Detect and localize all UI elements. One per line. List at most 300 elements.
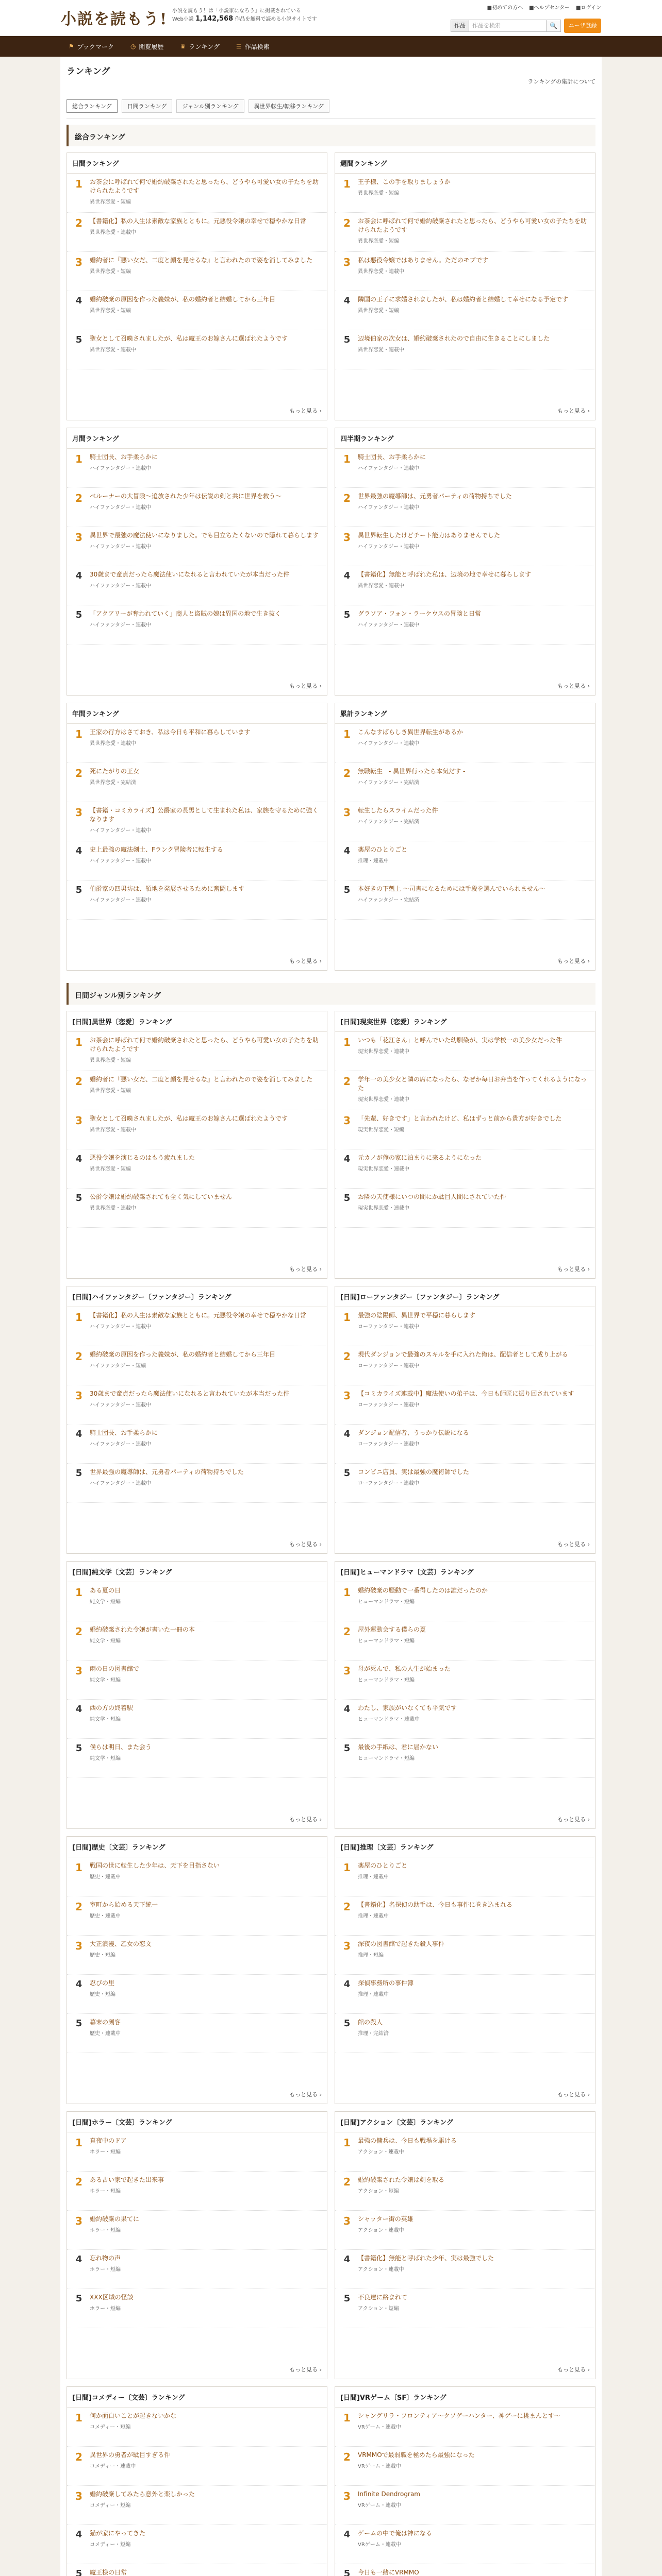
- novel-title-link[interactable]: 婚約破棄の原因を作った義妹が、私の婚約者と結婚してから三年目: [90, 1351, 276, 1358]
- novel-title-link[interactable]: 西の方の終着駅: [90, 1704, 134, 1711]
- rank-number: 5: [343, 609, 351, 620]
- novel-title-link[interactable]: 騎士団長、お手柔らかに: [90, 1429, 158, 1436]
- more-link[interactable]: もっと見る ›: [557, 1815, 590, 1823]
- novel-title-link[interactable]: 屋外運動会する僕らの夏: [358, 1626, 426, 1633]
- novel-title-link[interactable]: 王子様、この手を取りましょうか: [358, 178, 451, 185]
- novel-title-link[interactable]: 【書籍化】無能と呼ばれた少年、実は最強でした: [358, 2255, 494, 2262]
- novel-meta: ハイファンタジー・連載中: [358, 741, 420, 747]
- rank-number: 5: [75, 2018, 82, 2029]
- ranking-item: [335, 2289, 595, 2328]
- novel-title-link[interactable]: 【書籍化】私の人生は素敵な家族とともに。元悪役令嬢の幸せで穏やかな日常: [90, 1312, 307, 1319]
- ranking-item-body: [358, 1468, 590, 1498]
- novel-meta: ホラー・短編: [90, 2267, 121, 2273]
- novel-meta: ヒューマンドラマ・短編: [358, 1756, 415, 1761]
- ranking-card: [67, 152, 327, 420]
- util-link-login[interactable]: ■ログイン: [576, 5, 601, 11]
- ranking-item: [67, 1582, 327, 1621]
- ranking-item: [67, 1385, 327, 1425]
- ranking-card-title: [日間]VRゲーム〔SF〕ランキング: [335, 2387, 595, 2408]
- rank-number: 2: [75, 492, 82, 504]
- section-title: 日間ジャンル別ランキング: [67, 983, 595, 1005]
- page-head: [60, 57, 602, 85]
- novel-title-link[interactable]: 辺境伯家の次女は、婚約破棄されたので自由に生きることにしました: [358, 335, 550, 342]
- nav-label: 閲覧履歴: [139, 43, 164, 50]
- novel-title-link[interactable]: 最強の陰陽師、異世界で平穏に暮らします: [358, 1312, 476, 1319]
- util-link-help[interactable]: ■ヘルプセンター: [529, 5, 570, 11]
- rank-number: 5: [343, 1193, 351, 1204]
- ranking-card-title: 日間ランキング: [67, 153, 327, 174]
- novel-meta: 異世界恋愛・短編: [90, 199, 131, 205]
- ranking-item-body: [358, 570, 590, 601]
- novel-meta: 歴史・短編: [90, 1953, 115, 1958]
- novel-title-link[interactable]: 薬屋のひとりごと: [358, 1862, 408, 1869]
- novel-meta: 異世界恋愛・連載中: [90, 230, 136, 235]
- novel-meta: ハイファンタジー・完結済: [358, 897, 420, 903]
- ranking-item-body: [358, 1350, 590, 1381]
- rank-number: 2: [343, 1075, 351, 1088]
- novel-title-link[interactable]: 忍びの里: [90, 1979, 115, 1987]
- novel-title-link[interactable]: 何か面白いことが起きないかな: [90, 2412, 177, 2419]
- novel-title-link[interactable]: 婚約者に『悪い女だ、二度と顔を見せるな』と言われたので姿を消してみました: [90, 257, 313, 264]
- ranking-item-body: [358, 1389, 590, 1420]
- ranking-item-body: [90, 1704, 322, 1734]
- rank-number: 2: [75, 1350, 82, 1363]
- ranking-card: [67, 2111, 327, 2379]
- ranking-item: [67, 1739, 327, 1778]
- novel-title-link[interactable]: 現代ダンジョンで最強のスキルを手に入れた俺は、配信者として成り上がる: [358, 1351, 568, 1358]
- novel-title-link[interactable]: シャングリラ・フロンティア〜クソゲーハンター、神ゲーに挑まんとす〜: [358, 2412, 560, 2419]
- novel-title-link[interactable]: お茶会に呼ばれて何で婚約破棄されたと思ったら、どうやら可愛い女の子たちを助けられたようです: [90, 178, 319, 194]
- novel-title-link[interactable]: 【書籍・コミカライズ】公爵家の長男として生まれた私は、家族を守るために強くなります: [90, 807, 319, 823]
- novel-title-link[interactable]: コンビニ店員、実は最強の魔術師でした: [358, 1468, 470, 1476]
- ranking-item: [335, 1346, 595, 1385]
- rank-number: 1: [343, 2137, 351, 2149]
- novel-title-link[interactable]: 最強の傭兵は、今日も戦場を駆ける: [358, 2137, 457, 2144]
- ranking-item-body: [358, 1193, 590, 1223]
- ranking-item: [67, 213, 327, 252]
- more-link[interactable]: もっと見る ›: [289, 406, 322, 415]
- novel-title-link[interactable]: 【コミカライズ連載中】魔法使いの弟子は、今日も師匠に振り回されています: [358, 1390, 574, 1397]
- rank-number: 1: [75, 1311, 82, 1324]
- ranking-item: [335, 841, 595, 880]
- more-link[interactable]: もっと見る ›: [557, 2365, 590, 2374]
- novel-title-link[interactable]: 母が死んで、私の人生が始まった: [358, 1665, 451, 1672]
- ranking-item: [335, 1857, 595, 1896]
- novel-meta: コメディー・連載中: [90, 2464, 136, 2469]
- novel-title-link[interactable]: 戦国の世に転生した少年は、天下を目指さない: [90, 1862, 220, 1869]
- ranking-item: [335, 1464, 595, 1503]
- novel-title-link[interactable]: 30歳まで童貞だったら魔法使いになれると言われていたが本当だった件: [90, 1390, 290, 1397]
- ranking-card: [335, 1286, 595, 1554]
- novel-title-link[interactable]: 館の殺人: [358, 2019, 383, 2026]
- ranking-item: [67, 763, 327, 802]
- ranking-item: [67, 2132, 327, 2172]
- novel-title-link[interactable]: 本好きの下剋上 〜司書になるためには手段を選んでいられません〜: [358, 885, 545, 892]
- novel-meta: 異世界恋愛・連載中: [358, 269, 404, 275]
- novel-title-link[interactable]: 伯爵家の四男坊は、領地を発展させるために奮闘します: [90, 885, 245, 892]
- ranking-item: [335, 213, 595, 252]
- novel-title-link[interactable]: 婚約破棄の騒動で一番得したのは誰だったのか: [358, 1587, 488, 1594]
- novel-title-link[interactable]: XXX区域の怪談: [90, 2294, 134, 2301]
- novel-title-link[interactable]: 深夜の図書館で起きた殺人事件: [358, 1940, 445, 1947]
- novel-meta: コメディー・短編: [90, 2503, 131, 2509]
- ranking-item-body: [90, 806, 322, 837]
- ranking-item-body: [358, 1154, 590, 1184]
- ranking-item: [335, 1307, 595, 1346]
- novel-title-link[interactable]: シャッター街の英雄: [358, 2215, 413, 2223]
- rank-number: 5: [343, 2018, 351, 2029]
- ranking-item-body: [90, 217, 322, 247]
- novel-meta: 異世界恋愛・連載中: [90, 1206, 136, 1211]
- novel-title-link[interactable]: 婚約者に『悪い女だ、二度と顔を見せるな』と言われたので姿を消してみました: [90, 1076, 313, 1083]
- ranking-item: [335, 2250, 595, 2289]
- ranking-item: [67, 2564, 327, 2576]
- novel-title-link[interactable]: わたし、家族がいなくても平気です: [358, 1704, 457, 1711]
- novel-title-link[interactable]: 聖女として召喚されましたが、私は魔王のお嫁さんに選ばれたようです: [90, 1115, 288, 1122]
- novel-title-link[interactable]: 王家の行方はさておき、私は今日も平和に暮らしています: [90, 728, 251, 736]
- nav-ranking[interactable]: [172, 42, 227, 51]
- novel-title-link[interactable]: グラソア・フォン・ラーケウスの冒険と日常: [358, 610, 482, 617]
- novel-meta: 異世界恋愛・連載中: [90, 1127, 136, 1133]
- novel-title-link[interactable]: 不良達に絡まれて: [358, 2294, 408, 2301]
- novel-title-link[interactable]: 異世界転生したけどチート能力はありませんでした: [358, 532, 501, 539]
- novel-title-link[interactable]: 公爵令嬢は婚約破棄されても全く気にしていません: [90, 1193, 233, 1200]
- novel-title-link[interactable]: 無職転生 - 異世界行ったら本気だす -: [358, 768, 466, 775]
- novel-title-link[interactable]: 今日も一緒にVRMMO: [358, 2569, 419, 2576]
- rank-number: 3: [343, 2215, 351, 2227]
- rank-number: 1: [343, 2412, 351, 2424]
- novel-title-link[interactable]: 私は悪役令嬢ではありません。ただのモブです: [358, 257, 489, 264]
- novel-meta: ローファンタジー・連載中: [358, 1324, 419, 1330]
- novel-title-link[interactable]: 悪役令嬢を演じるのはもう疲れました: [90, 1154, 195, 1161]
- ranking-card: [335, 703, 595, 971]
- rank-number: 4: [343, 845, 351, 856]
- novel-title-link[interactable]: 僕らは明日、また会う: [90, 1743, 152, 1751]
- ranking-item: [335, 291, 595, 330]
- ranking-item-body: [90, 178, 322, 208]
- ranking-item-body: [358, 1861, 590, 1892]
- ranking-item-body: [90, 885, 322, 915]
- novel-meta: ハイファンタジー・連載中: [90, 544, 152, 550]
- filter-isekai[interactable]: 異世界転生/転移ランキング: [249, 99, 329, 113]
- ranking-card-title: 累計ランキング: [335, 703, 595, 724]
- ranking-item: [335, 880, 595, 920]
- novel-meta: 歴史・連載中: [90, 2031, 121, 2037]
- ranking-item-body: [358, 1743, 590, 1773]
- novel-meta: アクション・連載中: [358, 2267, 404, 2273]
- util-link-first-time[interactable]: ■初めての方へ: [487, 5, 523, 11]
- list-icon: ☰: [236, 43, 242, 50]
- novel-title-link[interactable]: 探偵事務所の事件簿: [358, 1979, 414, 1987]
- novel-title-link[interactable]: お隣の天使様にいつの間にか駄目人間にされていた件: [358, 1193, 507, 1200]
- ranking-item: [335, 802, 595, 841]
- novel-title-link[interactable]: 婚約破棄してみたら意外と楽しかった: [90, 2490, 195, 2498]
- ranking-item: [67, 605, 327, 645]
- rank-number: 2: [343, 1901, 351, 1913]
- novel-meta: ハイファンタジー・連載中: [358, 466, 420, 471]
- ranking-item-body: [90, 2529, 322, 2560]
- novel-title-link[interactable]: ベルーナーの大冒険〜追放された少年は伝説の剣と共に世界を救う〜: [90, 493, 282, 500]
- ranking-item: [67, 2172, 327, 2211]
- ranking-item-body: [90, 1429, 322, 1459]
- bookmark-icon: ⚑: [69, 43, 74, 50]
- novel-title-link[interactable]: 真夜中のドア: [90, 2137, 127, 2144]
- rank-number: 5: [75, 2568, 82, 2576]
- nav-search[interactable]: [228, 42, 278, 51]
- utility-links: [487, 3, 601, 11]
- novel-title-link[interactable]: 史上最強の魔法剣士、Fランク冒険者に転生する: [90, 846, 223, 853]
- ranking-item-body: [358, 1704, 590, 1734]
- ranking-item-body: [358, 492, 590, 522]
- ranking-card-title: [日間]推理〔文芸〕ランキング: [335, 1837, 595, 1857]
- novel-meta: ローファンタジー・連載中: [358, 1363, 419, 1369]
- more-link[interactable]: もっと見る ›: [289, 682, 322, 690]
- novel-meta: 歴史・連載中: [90, 1913, 121, 1919]
- ranking-card-title: 月間ランキング: [67, 428, 327, 449]
- novel-title-link[interactable]: 30歳まで童貞だったら魔法使いになれると言われていたが本当だった件: [90, 571, 290, 578]
- ranking-item: [335, 1189, 595, 1228]
- ranking-item-body: [358, 1075, 590, 1106]
- ranking-item: [335, 1032, 595, 1071]
- ranking-item-body: [358, 2412, 590, 2442]
- ranking-item-body: [358, 1901, 590, 1931]
- novel-title-link[interactable]: 猫が家にやってきた: [90, 2530, 146, 2537]
- novel-title-link[interactable]: 転生したらスライムだった件: [358, 807, 438, 814]
- novel-title-link[interactable]: 騎士団長、お手柔らかに: [358, 453, 426, 461]
- novel-title-link[interactable]: 【書籍化】無能と呼ばれた私は、辺境の地で幸せに暮らします: [358, 571, 532, 578]
- novel-title-link[interactable]: 「アクアリーが奪われていく」商人と盗賊の娘は異国の地で生き抜く: [90, 610, 282, 617]
- rank-number: 1: [343, 728, 351, 740]
- site-tagline: [172, 7, 317, 23]
- ranking-item-body: [90, 1901, 322, 1931]
- more-link[interactable]: もっと見る ›: [289, 1540, 322, 1548]
- novel-title-link[interactable]: VRMMOで最弱職を極めたら最強になった: [358, 2451, 475, 2459]
- ranking-item-body: [358, 178, 590, 208]
- more-link[interactable]: もっと見る ›: [557, 1265, 590, 1273]
- ranking-card: [67, 428, 327, 696]
- ranking-item-body: [90, 531, 322, 562]
- novel-meta: 推理・連載中: [358, 1992, 389, 1997]
- rank-number: 3: [343, 1389, 351, 1402]
- novel-meta: 異世界恋愛・連載中: [358, 347, 404, 353]
- nav-bookmark[interactable]: [60, 42, 122, 51]
- ranking-card: [67, 1561, 327, 1829]
- novel-title-link[interactable]: Infinite Dendrogram: [358, 2490, 420, 2498]
- ranking-item: [67, 1464, 327, 1503]
- novel-title-link[interactable]: 学年一の美少女と隣の席になったら、なぜか毎日お弁当を作ってくれるようになった: [358, 1076, 587, 1092]
- filter-daily[interactable]: 日間ランキング: [122, 99, 173, 113]
- rank-number: 2: [343, 1350, 351, 1363]
- novel-title-link[interactable]: 元カノが俺の家に泊まりに来るようになった: [358, 1154, 482, 1161]
- ranking-item: [67, 291, 327, 330]
- novel-title-link[interactable]: 最後の手紙は、君に届かない: [358, 1743, 439, 1751]
- search-input[interactable]: 作品を検索: [469, 20, 547, 32]
- novel-meta: 歴史・連載中: [90, 1874, 121, 1880]
- ranking-item-body: [90, 2215, 322, 2245]
- ranking-item: [335, 763, 595, 802]
- ranking-item: [67, 174, 327, 213]
- ranking-item: [67, 1621, 327, 1660]
- ranking-card: [67, 1286, 327, 1554]
- novel-title-link[interactable]: 聖女として召喚されましたが、私は魔王のお嫁さんに選ばれたようです: [90, 335, 288, 342]
- novel-title-link[interactable]: 騎士団長、お手柔らかに: [90, 453, 158, 461]
- novel-meta: 異世界恋愛・短編: [90, 308, 131, 314]
- ranking-item-body: [90, 2176, 322, 2206]
- ranking-item: [67, 1700, 327, 1739]
- ranking-item-body: [90, 1350, 322, 1381]
- ranking-item: [335, 605, 595, 645]
- novel-title-link[interactable]: ある古い家で起きた出来事: [90, 2176, 164, 2183]
- novel-title-link[interactable]: 薬屋のひとりごと: [358, 846, 408, 853]
- novel-meta: ホラー・短編: [90, 2306, 121, 2312]
- novel-title-link[interactable]: 【書籍化】名探偵の助手は、今日も事件に巻き込まれる: [358, 1901, 513, 1908]
- search-type-select[interactable]: 作品: [451, 20, 469, 32]
- novel-title-link[interactable]: 【書籍化】私の人生は素敵な家族とともに。元悪役令嬢の幸せで穏やかな日常: [90, 217, 307, 225]
- ranking-item: [335, 2172, 595, 2211]
- novel-title-link[interactable]: こんなすばらしき異世界転生があるか: [358, 728, 464, 736]
- ranking-item-body: [358, 609, 590, 640]
- filter-genre[interactable]: ジャンル別ランキング: [176, 99, 244, 113]
- ranking-item: [67, 1660, 327, 1700]
- novel-meta: ハイファンタジー・連載中: [90, 858, 152, 864]
- more-link[interactable]: もっと見る ›: [557, 682, 590, 690]
- rank-number: 3: [75, 2215, 82, 2227]
- novel-title-link[interactable]: いつも「花江さん」と呼んでいた幼馴染が、実は学校一の美少女だった件: [358, 1037, 562, 1044]
- ranking-item-body: [90, 570, 322, 601]
- ranking-item-body: [90, 1311, 322, 1342]
- ranking-item-body: [90, 1979, 322, 2009]
- ranking-item-body: [90, 1861, 322, 1892]
- novel-title-link[interactable]: ゲームの中で俺は神になる: [358, 2530, 433, 2537]
- site-logo[interactable]: 小説を読もう!: [61, 10, 168, 28]
- novel-title-link[interactable]: 室町から始める天下統一: [90, 1901, 158, 1908]
- ranking-item-body: [90, 295, 322, 326]
- ranking-item-body: [358, 728, 590, 758]
- novel-meta: 推理・完結済: [358, 2031, 389, 2037]
- novel-title-link[interactable]: 婚約破棄された令嬢が書いた一冊の本: [90, 1626, 195, 1633]
- novel-meta: 純文学・短編: [90, 1599, 121, 1605]
- more-link[interactable]: もっと見る ›: [557, 1540, 590, 1548]
- more-link[interactable]: もっと見る ›: [289, 1265, 322, 1273]
- ranking-card-title: 年間ランキング: [67, 703, 327, 724]
- more-link[interactable]: もっと見る ›: [289, 2365, 322, 2374]
- ranking-item: [67, 2525, 327, 2564]
- ranking-card-title: [日間]ホラー〔文芸〕ランキング: [67, 2112, 327, 2132]
- novel-title-link[interactable]: 婚約破棄の原因を作った義妹が、私の婚約者と結婚してから三年目: [90, 296, 276, 303]
- novel-title-link[interactable]: 異世界で最強の魔法使いになりました。でも目立ちたくないので隠れて暮らします: [90, 532, 319, 539]
- novel-title-link[interactable]: お茶会に呼ばれて何で婚約破棄されたと思ったら、どうやら可愛い女の子たちを助けられたようです: [358, 217, 587, 233]
- ranking-item-body: [90, 1468, 322, 1498]
- novel-title-link[interactable]: 婚約破棄の果てに: [90, 2215, 140, 2223]
- search-icon[interactable]: 🔍: [547, 20, 561, 32]
- rank-number: 3: [343, 531, 351, 544]
- more-link[interactable]: もっと見る ›: [557, 2090, 590, 2098]
- ranking-manual-link[interactable]: ランキングの集計について: [527, 78, 595, 85]
- novel-title-link[interactable]: 世界最強の魔導師は、元勇者パーティの荷物持ちでした: [90, 1468, 244, 1476]
- novel-title-link[interactable]: ある夏の日: [90, 1587, 121, 1594]
- novel-meta: 推理・短編: [358, 1953, 384, 1958]
- ranking-item-body: [90, 1586, 322, 1617]
- ranking-item: [67, 1071, 327, 1110]
- novel-meta: VRゲーム・連載中: [358, 2542, 401, 2548]
- rank-number: 3: [75, 1114, 82, 1127]
- novel-title-link[interactable]: お茶会に呼ばれて何で婚約破棄されたと思ったら、どうやら可愛い女の子たちを助けられたようです: [90, 1037, 319, 1053]
- rank-number: 2: [75, 2451, 82, 2463]
- novel-title-link[interactable]: 大正浪漫、乙女の恋文: [90, 1940, 152, 1947]
- ranking-item: [335, 1385, 595, 1425]
- ranking-item-body: [90, 767, 322, 798]
- ranking-item-body: [358, 531, 590, 562]
- user-register-button[interactable]: ユーザ登録: [564, 19, 601, 33]
- section-title: 総合ランキング: [67, 125, 595, 146]
- novel-title-link[interactable]: 世界最強の魔導師は、元勇者パーティの荷物持ちでした: [358, 493, 512, 500]
- ranking-item: [67, 1110, 327, 1149]
- ranking-item-body: [90, 728, 322, 758]
- ranking-item-body: [358, 2529, 590, 2560]
- novel-title-link[interactable]: 「先輩、好きです」と言われたけど、私はずっと前から貴方が好きでした: [358, 1115, 562, 1122]
- ranking-item-body: [90, 2412, 322, 2442]
- novel-meta: 異世界恋愛・短編: [90, 269, 131, 275]
- novel-meta: ハイファンタジー・短編: [90, 1363, 146, 1369]
- more-link[interactable]: もっと見る ›: [557, 957, 590, 965]
- novel-title-link[interactable]: 忘れ物の声: [90, 2255, 121, 2262]
- ranking-card-title: [日間]コメディー〔文芸〕ランキング: [67, 2387, 327, 2408]
- novel-meta: 異世界恋愛・短編: [90, 1088, 131, 1094]
- ranking-item: [67, 1307, 327, 1346]
- filter-overall[interactable]: 総合ランキング: [67, 99, 118, 113]
- ranking-item: [67, 1425, 327, 1464]
- ranking-grid: [60, 146, 602, 977]
- novel-title-link[interactable]: ダンジョン配信者、うっかり伝説になる: [358, 1429, 469, 1436]
- more-link[interactable]: もっと見る ›: [557, 406, 590, 415]
- novel-meta: ヒューマンドラマ・短編: [358, 1638, 415, 1644]
- tagline-suffix: 作品を無料で読める小説サイトです: [235, 16, 317, 22]
- ranking-item: [67, 724, 327, 763]
- novel-meta: 異世界恋愛・短編: [358, 191, 399, 196]
- rank-number: 4: [75, 2254, 82, 2265]
- ranking-card: [335, 152, 595, 420]
- novel-title-link[interactable]: 婚約破棄された令嬢は剣を取る: [358, 2176, 445, 2183]
- novel-title-link[interactable]: 幕末の剣客: [90, 2019, 121, 2026]
- ranking-item: [67, 1346, 327, 1385]
- rank-number: 3: [75, 256, 82, 268]
- rank-number: 5: [75, 1743, 82, 1754]
- ranking-item: [67, 2447, 327, 2486]
- more-link[interactable]: もっと見る ›: [289, 2090, 322, 2098]
- ranking-item: [335, 1582, 595, 1621]
- novel-title-link[interactable]: 隣国の王子に求婚されましたが、私は婚約者と結婚して幸せになる予定です: [358, 296, 569, 303]
- rank-number: 3: [75, 1665, 82, 1677]
- ranking-item-body: [90, 1665, 322, 1695]
- novel-title-link[interactable]: 雨の日の図書館で: [90, 1665, 140, 1672]
- ranking-item: [335, 2014, 595, 2053]
- more-link[interactable]: もっと見る ›: [289, 1815, 322, 1823]
- novel-title-link[interactable]: 魔王様の日常: [90, 2569, 127, 2576]
- novel-title-link[interactable]: 異世界の勇者が駄目すぎる件: [90, 2451, 171, 2459]
- ranking-item-body: [358, 2490, 590, 2520]
- ranking-item-body: [90, 256, 322, 286]
- novel-meta: ハイファンタジー・連載中: [90, 1324, 152, 1330]
- novel-meta: ハイファンタジー・連載中: [90, 1402, 152, 1408]
- ranking-item-body: [358, 1311, 590, 1342]
- novel-title-link[interactable]: 死にたがりの王女: [90, 768, 140, 775]
- nav-history[interactable]: [122, 42, 172, 51]
- more-link[interactable]: もっと見る ›: [289, 957, 322, 965]
- tagline-count-prefix: Web小説: [172, 16, 194, 22]
- ranking-item: [335, 2564, 595, 2576]
- novel-meta: 現実世界恋愛・短編: [358, 1127, 404, 1133]
- rank-number: 2: [75, 217, 82, 229]
